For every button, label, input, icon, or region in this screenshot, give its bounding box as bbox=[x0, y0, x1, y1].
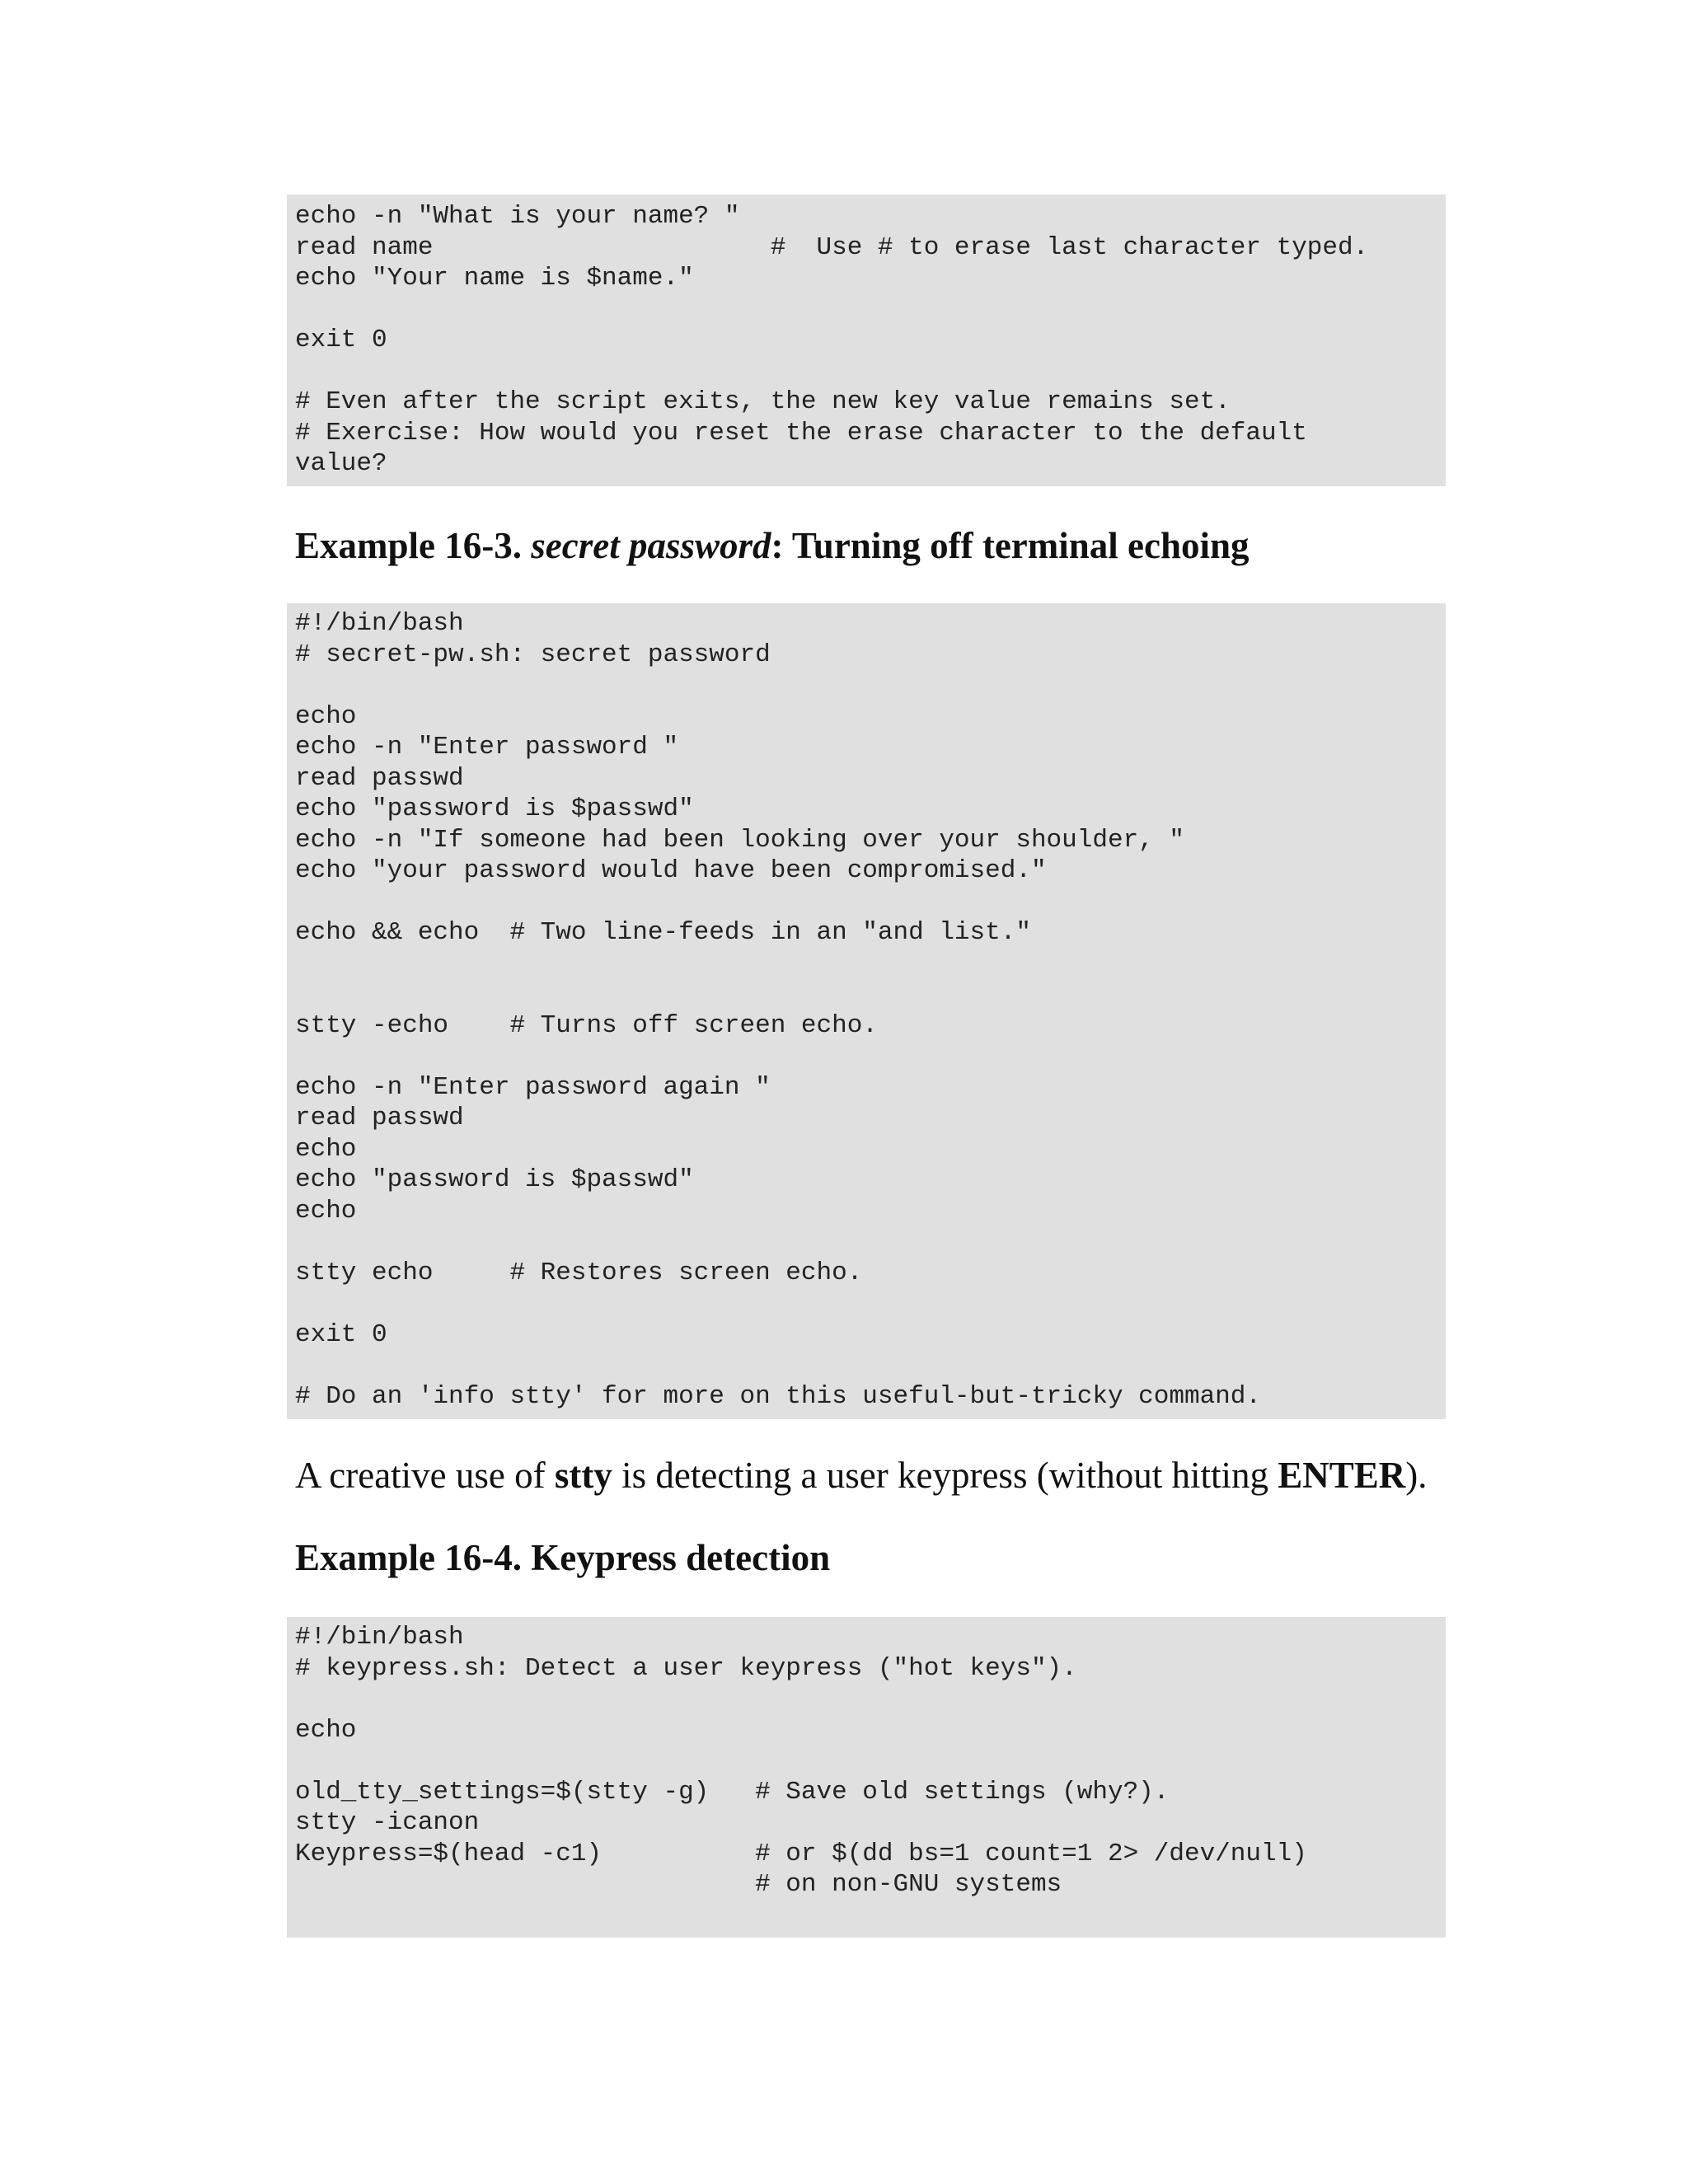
paragraph-text-2: is detecting a user keypress (without hitting bbox=[612, 1455, 1278, 1496]
paragraph-bold-stty: stty bbox=[554, 1455, 612, 1496]
paragraph-text-1: A creative use of bbox=[295, 1455, 555, 1496]
heading-suffix: : Turning off terminal echoing bbox=[771, 525, 1250, 566]
heading-italic-title: secret password bbox=[531, 525, 771, 566]
example-16-3-heading bbox=[295, 524, 1250, 567]
code-block-3 bbox=[287, 1617, 1446, 1938]
code-listing-2: #!/bin/bash # secret-pw.sh: secret password echo echo -n "Enter password " read passwd echo "password is $passwd" echo -n "If someone had been looking over your shoulder, " echo "your password would have been compromised." echo && echo # Two line-feeds in an "and list." stty -echo # Turns off screen echo. echo -n "Enter password again " read passwd echo echo "password is $passwd" echo stty echo # Restores screen echo. exit 0 # Do an 'info stty' for more on this useful-but-tricky command. bbox=[295, 609, 1261, 1411]
body-paragraph bbox=[295, 1454, 1428, 1497]
paragraph-bold-enter: ENTER bbox=[1278, 1455, 1406, 1496]
example-16-4-heading: Example 16-4. Keypress detection bbox=[295, 1537, 831, 1578]
paragraph-text-3: ). bbox=[1405, 1455, 1428, 1496]
code-block-1 bbox=[287, 194, 1446, 486]
code-listing-3: #!/bin/bash # keypress.sh: Detect a user keypress ("hot keys"). echo old_tty_settings=$(stty -g) # Save old settings (why?). stty -icanon Keypress=$(head -c1) # or $(dd bs=1 count=1 2> /dev/null) # on non-GNU systems bbox=[295, 1623, 1307, 1899]
code-listing-1: echo -n "What is your name? " read name # Use # to erase last character typed. echo "Your name is $name." exit 0 # Even after the script exits, the new key value remains set. # Exercise: How would you reset the erase character to the default value? bbox=[295, 202, 1369, 478]
code-block-2 bbox=[287, 603, 1446, 1419]
heading-prefix: Example 16-3. bbox=[295, 525, 532, 566]
